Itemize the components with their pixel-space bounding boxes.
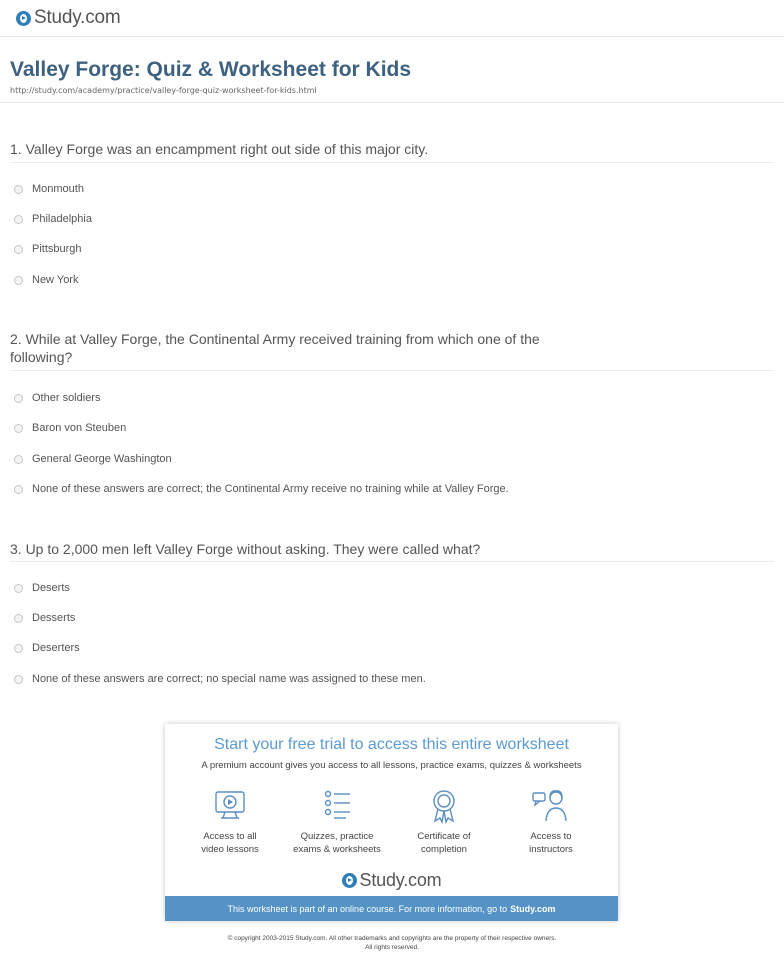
question-divider [10,370,774,371]
video-lesson-icon [213,788,247,824]
radio-button[interactable] [14,424,23,433]
feature-label: Access to all video lessons [201,831,259,855]
feature-label: Certificate of completion [417,831,471,855]
answer-option[interactable]: None of these answers are correct; the Continental Army receive no training while at Valley Forge. [14,482,509,496]
answer-option[interactable]: Monmouth [14,182,84,196]
study-link[interactable]: Study.com [510,903,556,914]
feature-certificate [389,788,499,856]
answer-option[interactable]: Pittsburgh [14,242,82,256]
answer-option[interactable]: Baron von Steuben [14,421,126,435]
radio-button[interactable] [14,215,23,224]
feature-label: Quizzes, practice exams & worksheets [293,831,381,855]
answer-option[interactable]: General George Washington [14,452,172,466]
course-info-text: This worksheet is part of an online course. For more information, go to [227,903,508,914]
answer-option[interactable]: Deserters [14,641,80,655]
header-divider [0,36,784,37]
feature-quizzes [282,788,392,856]
quiz-list-icon [320,788,354,824]
answer-option[interactable]: Other soldiers [14,391,100,405]
title-divider [0,102,784,103]
promo-study-logo[interactable]: Study.com [165,870,618,891]
feature-instructors [496,788,606,856]
page-url: http://study.com/academy/practice/valley-forge-quiz-worksheet-for-kids.html [10,86,317,95]
radio-button[interactable] [14,614,23,623]
radio-button[interactable] [14,485,23,494]
radio-button[interactable] [14,245,23,254]
certificate-ribbon-icon [427,788,461,824]
study-logo-icon [342,873,357,888]
question-divider [10,162,774,163]
radio-button[interactable] [14,455,23,464]
radio-button[interactable] [14,584,23,593]
radio-button[interactable] [14,394,23,403]
promo-subtitle: A premium account gives you access to all lessons, practice exams, quizzes & worksheets [201,760,582,771]
radio-button[interactable] [14,675,23,684]
radio-button[interactable] [14,185,23,194]
question-3: 3. Up to 2,000 men left Valley Forge without asking. They were called what? [10,541,481,557]
promo-title[interactable]: Start your free trial to access this entire worksheet [214,736,569,753]
feature-video-lessons [175,788,285,856]
question-divider [10,561,774,562]
rights-text: All rights reserved. [365,944,419,951]
answer-option[interactable]: Deserts [14,581,70,595]
question-1: 1. Valley Forge was an encampment right out side of this major city. [10,141,429,157]
answer-option[interactable]: Desserts [14,611,75,625]
answer-option[interactable]: New York [14,273,78,287]
page-title: Valley Forge: Quiz & Worksheet for Kids [10,58,412,81]
feature-label: Access to instructors [529,831,573,855]
copyright-footer [0,934,784,952]
answer-option[interactable]: None of these answers are correct; no special name was assigned to these men. [14,672,426,686]
study-logo-icon [16,11,31,26]
instructor-chat-icon [531,788,571,824]
free-trial-promo[interactable] [165,724,618,921]
course-info-bar [165,896,618,921]
copyright-text: © copyright 2003-2015 Study.com. All other trademarks and copyrights are the property of their respective owners. [227,935,557,942]
brand-name: Study.com [34,7,121,28]
answer-option[interactable]: Philadelphia [14,212,92,226]
radio-button[interactable] [14,276,23,285]
question-2: 2. While at Valley Forge, the Continental Army received training from which one of the following? [10,331,540,365]
radio-button[interactable] [14,644,23,653]
study-logo[interactable] [16,6,121,30]
